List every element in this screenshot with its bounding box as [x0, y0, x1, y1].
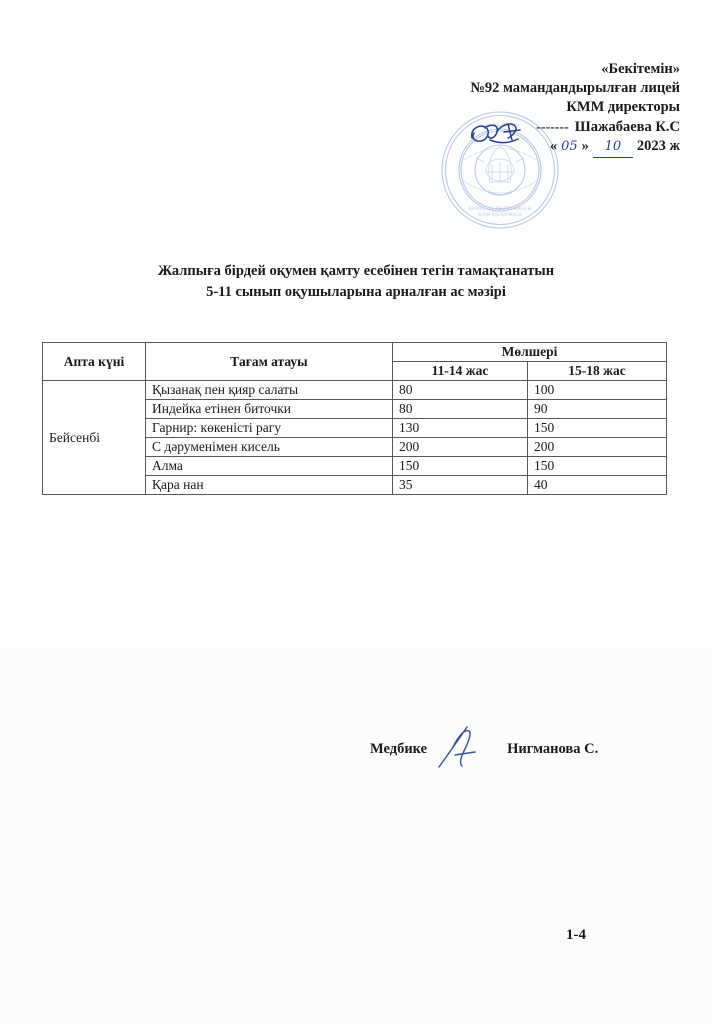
approval-block [350, 60, 680, 157]
date-quote-close: » [581, 138, 589, 154]
date-quote-open: « [549, 138, 558, 154]
table-row [43, 381, 667, 400]
cell-amount-age1: 35 [393, 476, 528, 495]
table-header-row-primary [43, 343, 667, 362]
document-title [0, 261, 712, 303]
cell-amount-age2: 200 [528, 438, 667, 457]
cell-amount-age2: 90 [528, 400, 667, 419]
approval-date-row [350, 137, 680, 157]
nurse-name: Нигманова С. [507, 740, 599, 757]
header-amount: Мөлшері [393, 343, 667, 362]
svg-text:№92 ЛИЦЕЙ КММ: №92 ЛИЦЕЙ КММ [481, 123, 519, 128]
cell-dish-name: С дәруменімен кисель [146, 438, 393, 457]
menu-table-body [43, 381, 667, 495]
approval-institution: №92 мамандандырылған лицей [470, 80, 680, 96]
nurse-handwritten-signature [427, 731, 507, 767]
header-dish: Тағам атауы [146, 343, 393, 381]
cell-amount-age2: 150 [528, 457, 667, 476]
approval-position: КММ директоры [566, 99, 680, 115]
cell-dish-name: Индейка етінен биточки [146, 400, 393, 419]
date-day-handwritten: 05 [561, 139, 578, 154]
cell-amount-age1: 80 [393, 400, 528, 419]
svg-text:БІЛІМ БАСҚАРМАСЫ: БІЛІМ БАСҚАРМАСЫ [478, 212, 522, 217]
cell-dish-name: Қара нан [146, 476, 393, 495]
nurse-role-label: Медбике [370, 740, 428, 757]
date-month-handwritten: 10 [593, 137, 633, 158]
header-day: Апта күні [43, 343, 146, 381]
signature-dashes: ------- [536, 119, 569, 135]
cell-weekday: Бейсенбі [43, 381, 146, 495]
date-year: 2023 ж [636, 138, 680, 154]
menu-table [42, 342, 667, 495]
cell-dish-name: Гарнир: көкеністі рагу [146, 419, 393, 438]
cell-amount-age2: 150 [528, 419, 667, 438]
cell-amount-age1: 80 [393, 381, 528, 400]
approval-heading: «Бекітемін» [601, 61, 680, 77]
cell-dish-name: Қызанақ пен қияр салаты [146, 381, 393, 400]
cell-amount-age1: 200 [393, 438, 528, 457]
cell-amount-age1: 150 [393, 457, 528, 476]
document-title-line-2: 5-11 сынып оқушыларына арналған ас мәзірі [206, 284, 506, 300]
cell-amount-age2: 40 [528, 476, 667, 495]
page-number: 1-4 [566, 927, 586, 943]
director-signature-row [350, 117, 680, 137]
header-age-group-2: 15-18 жас [528, 362, 667, 381]
header-age-group-1: 11-14 жас [393, 362, 528, 381]
cell-dish-name: Алма [146, 457, 393, 476]
cell-amount-age1: 130 [393, 419, 528, 438]
director-name: Шажабаева К.С [574, 118, 680, 135]
svg-text:ҚАЗАҚСТАН РЕСПУБЛИКАСЫ: ҚАЗАҚСТАН РЕСПУБЛИКАСЫ [468, 206, 532, 211]
cell-amount-age2: 100 [528, 381, 667, 400]
document-title-line-1: Жалпыға бірдей оқумен қамту есебінен тегін тамақтанатын [157, 263, 555, 279]
nurse-signature-block [370, 731, 598, 767]
